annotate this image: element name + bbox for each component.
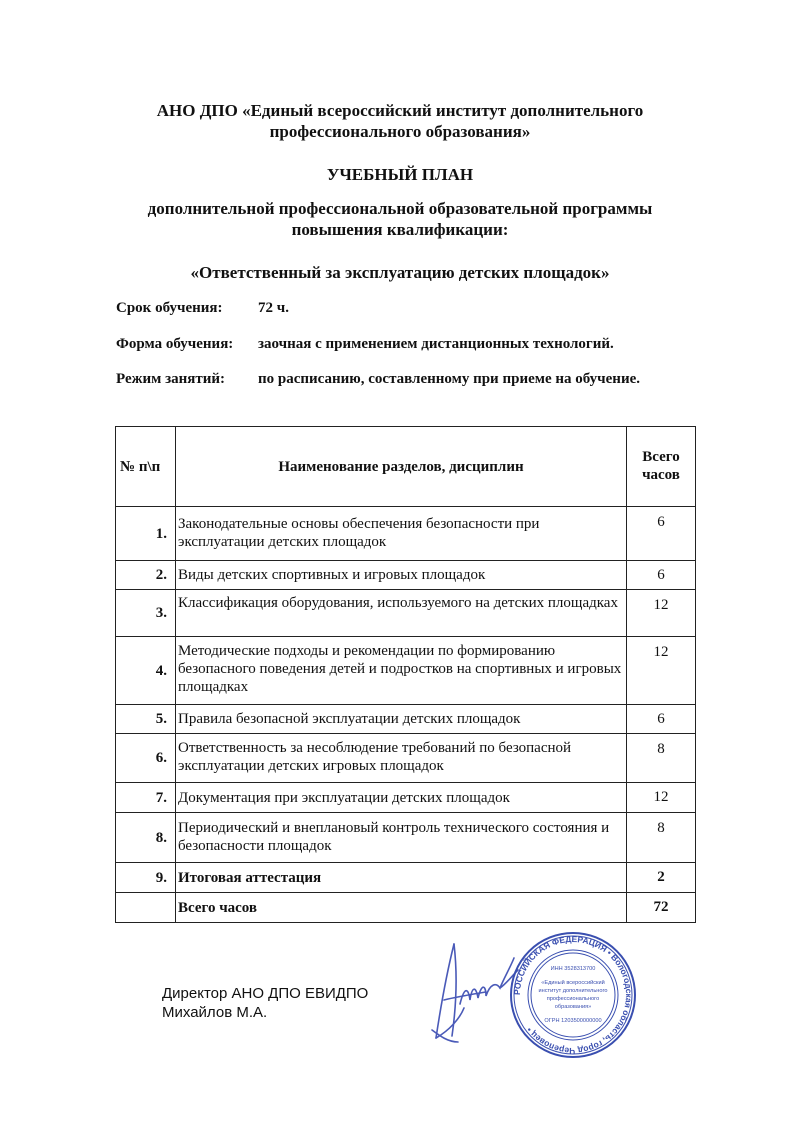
col-header-name: Наименование разделов, дисциплин: [176, 427, 627, 507]
table-header-row: [116, 427, 696, 507]
row-number: 8.: [116, 813, 176, 863]
row-hours: 6: [627, 507, 696, 561]
row-name: Периодический и внеплановый контроль технического состояния и безопасности площадок: [176, 813, 627, 863]
stamp-ogrn: ОГРН 1203500000000: [544, 1018, 602, 1024]
row-hours: 2: [627, 863, 696, 893]
table-total-row: [116, 893, 696, 923]
row-number: 1.: [116, 507, 176, 561]
row-name: Виды детских спортивных и игровых площадок: [176, 561, 627, 590]
table-row: [116, 813, 696, 863]
subtitle-line-1: дополнительной профессиональной образовательной программы: [147, 199, 653, 218]
organization-name: [0, 100, 800, 142]
row-hours: 6: [627, 705, 696, 734]
stamp-inn: ИНН 3528313700: [550, 966, 596, 972]
stamp-line-3: профессионального: [546, 996, 600, 1002]
svg-text:РОССИЙСКАЯ ФЕДЕРАЦИЯ • Вологод: [512, 934, 634, 1056]
table-row: [116, 783, 696, 813]
row-number: 7.: [116, 783, 176, 813]
form-value: заочная с применением дистанционных технологий.: [258, 336, 614, 352]
row-hours: 12: [627, 590, 696, 637]
col-header-hours-line-2: часов: [642, 467, 680, 483]
mode-label: Режим занятий:: [116, 371, 226, 387]
row-hours: 8: [627, 734, 696, 783]
table-row: [116, 705, 696, 734]
director-name: Михайлов М.А.: [162, 1004, 268, 1021]
signature-block: [162, 984, 368, 1022]
curriculum-table: [115, 426, 696, 923]
row-name: Классификация оборудования, используемого на детских площадках: [176, 590, 627, 637]
form-label: Форма обучения:: [116, 336, 234, 352]
row-name: Итоговая аттестация: [176, 863, 627, 893]
table-row: [116, 863, 696, 893]
row-number: 5.: [116, 705, 176, 734]
duration-value: 72 ч.: [258, 300, 289, 316]
row-name: Документация при эксплуатации детских площадок: [176, 783, 627, 813]
row-name: Правила безопасной эксплуатации детских площадок: [176, 705, 627, 734]
table-row: [116, 507, 696, 561]
row-number: 4.: [116, 637, 176, 705]
table-row: [116, 590, 696, 637]
document-subtitle: [0, 198, 800, 240]
row-name: Методические подходы и рекомендации по формированию безопасного поведения детей и подростков на спортивных и игровых площадках: [176, 637, 627, 705]
row-number: 2.: [116, 561, 176, 590]
document-title: УЧЕБНЫЙ ПЛАН: [326, 165, 474, 184]
subtitle-line-2: повышения квалификации:: [291, 220, 509, 239]
org-line-2: профессионального образования»: [269, 122, 531, 141]
total-label: Всего часов: [176, 893, 627, 923]
org-line-1: АНО ДПО «Единый всероссийский институт дополнительного: [156, 101, 644, 120]
meta-form: [116, 335, 614, 353]
program-name: «Ответственный за эксплуатацию детских площадок»: [190, 263, 610, 282]
table-row: [116, 561, 696, 590]
row-number: 9.: [116, 863, 176, 893]
row-name: Законодательные основы обеспечения безопасности при эксплуатации детских площадок: [176, 507, 627, 561]
row-number: 3.: [116, 590, 176, 637]
table-row: [116, 734, 696, 783]
total-value: 72: [627, 893, 696, 923]
row-hours: 12: [627, 783, 696, 813]
col-header-number: № п\п: [116, 427, 176, 507]
row-name: Ответственность за несоблюдение требований по безопасной эксплуатации детских игровых площадок: [176, 734, 627, 783]
table-row: [116, 637, 696, 705]
row-hours: 12: [627, 637, 696, 705]
stamp-line-2: институт дополнительного: [538, 988, 608, 994]
meta-mode: [116, 370, 640, 388]
director-title: Директор АНО ДПО ЕВИДПО: [162, 985, 369, 1002]
meta-duration: [116, 299, 289, 317]
col-header-hours: [627, 427, 696, 507]
stamp-outer-text: РОССИЙСКАЯ ФЕДЕРАЦИЯ • Вологодская область, город Череповец •: [511, 933, 635, 1057]
row-number: 6.: [116, 734, 176, 783]
row-hours: 8: [627, 813, 696, 863]
stamp-line-4: образования»: [554, 1004, 592, 1010]
official-stamp-icon: [508, 930, 638, 1060]
row-hours: 6: [627, 561, 696, 590]
stamp-line-1: «Единый всероссийский: [541, 980, 605, 986]
total-number-cell: [116, 893, 176, 923]
mode-value: по расписанию, составленному при приеме на обучение.: [258, 371, 640, 387]
col-header-hours-line-1: Всего: [642, 449, 680, 465]
duration-label: Срок обучения:: [116, 300, 223, 316]
